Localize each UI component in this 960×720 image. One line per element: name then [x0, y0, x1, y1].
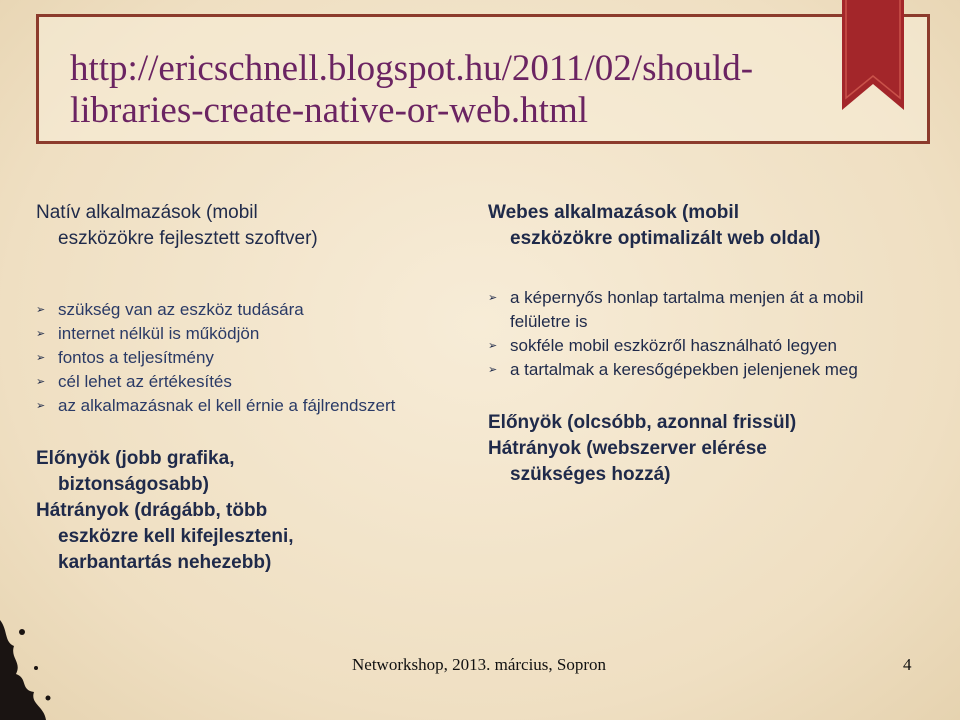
- slide-title: [70, 48, 830, 132]
- footer-text: Networkshop, 2013. március, Sopron: [352, 655, 607, 674]
- web-cons-line-1: Hátrányok (webszerver elérése: [488, 438, 767, 459]
- bullet-arrow-icon: ➢: [488, 340, 498, 352]
- list-item: ➢ fontos a teljesítmény: [36, 346, 456, 370]
- title-line-2: libraries-create-native-or-web.html: [70, 90, 589, 131]
- bullet-arrow-icon: ➢: [36, 328, 46, 340]
- list-item: ➢ szükség van az eszköz tudására: [36, 298, 456, 322]
- native-apps-list: [36, 298, 456, 418]
- list-item: ➢ internet nélkül is működjön: [36, 322, 456, 346]
- native-pros-line-1: Előnyök (jobb grafika,: [36, 448, 235, 469]
- native-pros-line-2: biztonságosabb): [58, 474, 209, 495]
- web-pros-cons: [488, 410, 928, 488]
- web-apps-list: [488, 286, 928, 382]
- bullet-arrow-icon: ➢: [36, 352, 46, 364]
- bullet-arrow-icon: ➢: [36, 304, 46, 316]
- ink-splatter-decoration: [0, 580, 60, 720]
- native-apps-column: [36, 200, 456, 576]
- web-apps-heading: Webes alkalmazások (mobil eszközökre optimalizált web oldal): [488, 202, 821, 249]
- list-item: ➢ a képernyős honlap tartalma menjen át a mobil felületre is: [488, 288, 864, 331]
- web-pros-line-1: Előnyök (olcsóbb, azonnal frissül): [488, 412, 797, 433]
- native-cons-line-2: eszközre kell kifejleszteni,: [58, 526, 294, 547]
- title-line-1: http://ericschnell.blogspot.hu/2011/02/should-: [70, 48, 754, 89]
- native-cons-line-1: Hátrányok (drágább, több: [36, 500, 268, 521]
- native-pros-cons: [36, 446, 456, 576]
- bullet-arrow-icon: ➢: [36, 376, 46, 388]
- web-cons-line-2: szükséges hozzá): [510, 464, 671, 485]
- bullet-arrow-icon: ➢: [36, 400, 46, 412]
- bullet-arrow-icon: ➢: [488, 292, 498, 304]
- list-item: ➢ cél lehet az értékesítés: [36, 370, 456, 394]
- bullet-arrow-icon: ➢: [488, 364, 498, 376]
- web-apps-column: [488, 200, 928, 488]
- list-item: ➢ a tartalmak a keresőgépekben jelenjenek meg: [488, 358, 928, 382]
- page-number: 4: [903, 655, 912, 674]
- native-apps-heading: Natív alkalmazások (mobil eszközökre fejlesztett szoftver): [36, 202, 318, 249]
- native-cons-line-3: karbantartás nehezebb): [58, 552, 272, 573]
- list-item: ➢ az alkalmazásnak el kell érnie a fájlrendszert: [36, 394, 456, 418]
- list-item: ➢ sokféle mobil eszközről használható legyen: [488, 334, 928, 358]
- bookmark-ribbon-icon: [842, 0, 904, 110]
